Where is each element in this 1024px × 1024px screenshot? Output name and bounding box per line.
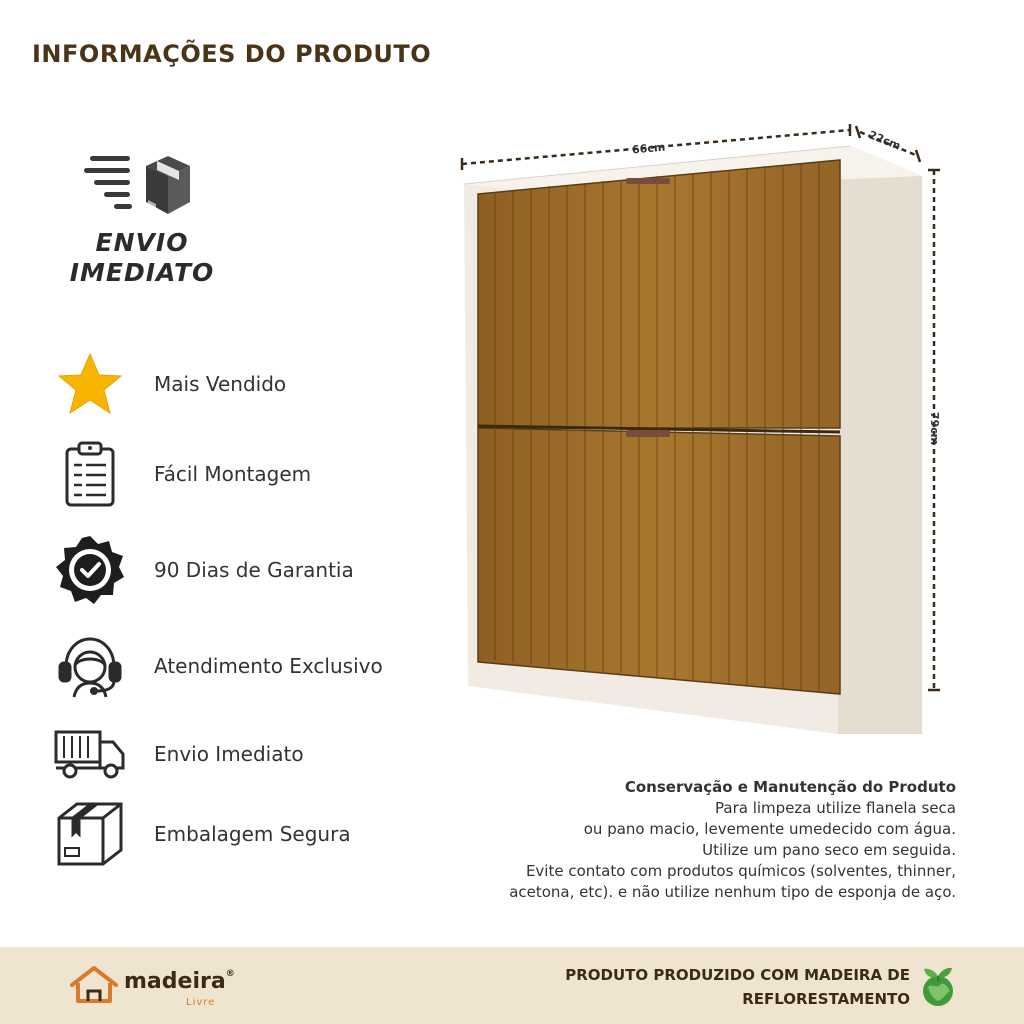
- feature-item: [48, 530, 448, 610]
- warranty-badge-icon: [48, 530, 132, 610]
- care-line: acetona, etc). e não utilize nenhum tipo de esponja de aço.: [509, 883, 956, 901]
- depth-dimension-label: 22cm: [866, 128, 903, 153]
- logo-subtitle: Livre: [186, 997, 216, 1008]
- package-box-icon: [48, 794, 132, 874]
- reforestation-notice: [490, 963, 910, 1011]
- feature-label: Mais Vendido: [154, 372, 287, 396]
- page-title: INFORMAÇÕES DO PRODUTO: [32, 40, 432, 68]
- care-line: ou pano macio, levemente umedecido com água.: [583, 820, 956, 838]
- clipboard-checklist-icon: [48, 434, 132, 514]
- headset-support-icon: [48, 626, 132, 706]
- care-line: Para limpeza utilize flanela seca: [715, 799, 956, 817]
- shipping-badge-text: [52, 228, 232, 288]
- delivery-truck-icon: [48, 714, 132, 794]
- feature-item: [48, 794, 448, 874]
- height-dimension-label: 79cm: [928, 411, 942, 446]
- care-line: Evite contato com produtos químicos (solventes, thinner,: [525, 862, 956, 880]
- brand-logo: [68, 965, 268, 1009]
- fast-delivery-box-icon: [84, 148, 200, 218]
- feature-item: [48, 626, 448, 706]
- cabinet-image: [450, 120, 970, 740]
- care-line: Utilize um pano seco em seguida.: [702, 841, 956, 859]
- logo-registered-mark: ®: [225, 969, 235, 979]
- width-dimension-label: 66cm: [631, 140, 666, 157]
- feature-label: Embalagem Segura: [154, 822, 351, 846]
- feature-item: [48, 344, 448, 424]
- house-logo-icon: [68, 965, 120, 1005]
- product-illustration: [450, 120, 970, 740]
- care-title: Conservação e Manutenção do Produto: [624, 778, 956, 796]
- reforestation-line2: REFLORESTAMENTO: [742, 990, 910, 1008]
- feature-label: Atendimento Exclusivo: [154, 654, 383, 678]
- eco-globe-leaves-icon: [918, 963, 958, 1009]
- logo-wordmark: [124, 969, 235, 994]
- star-icon: [48, 344, 132, 424]
- shipping-badge-line1: ENVIO: [95, 228, 189, 257]
- footer: [0, 947, 1024, 1024]
- feature-label: Fácil Montagem: [154, 462, 312, 486]
- feature-label: Envio Imediato: [154, 742, 304, 766]
- feature-item: [48, 434, 448, 514]
- reforestation-line1: PRODUTO PRODUZIDO COM MADEIRA DE: [565, 966, 910, 984]
- feature-item: [48, 714, 448, 794]
- care-instructions: [436, 778, 956, 903]
- feature-label: 90 Dias de Garantia: [154, 558, 354, 582]
- logo-word: madeira: [124, 969, 226, 994]
- shipping-badge-line2: IMEDIATO: [69, 258, 215, 287]
- shipping-badge: [52, 148, 232, 298]
